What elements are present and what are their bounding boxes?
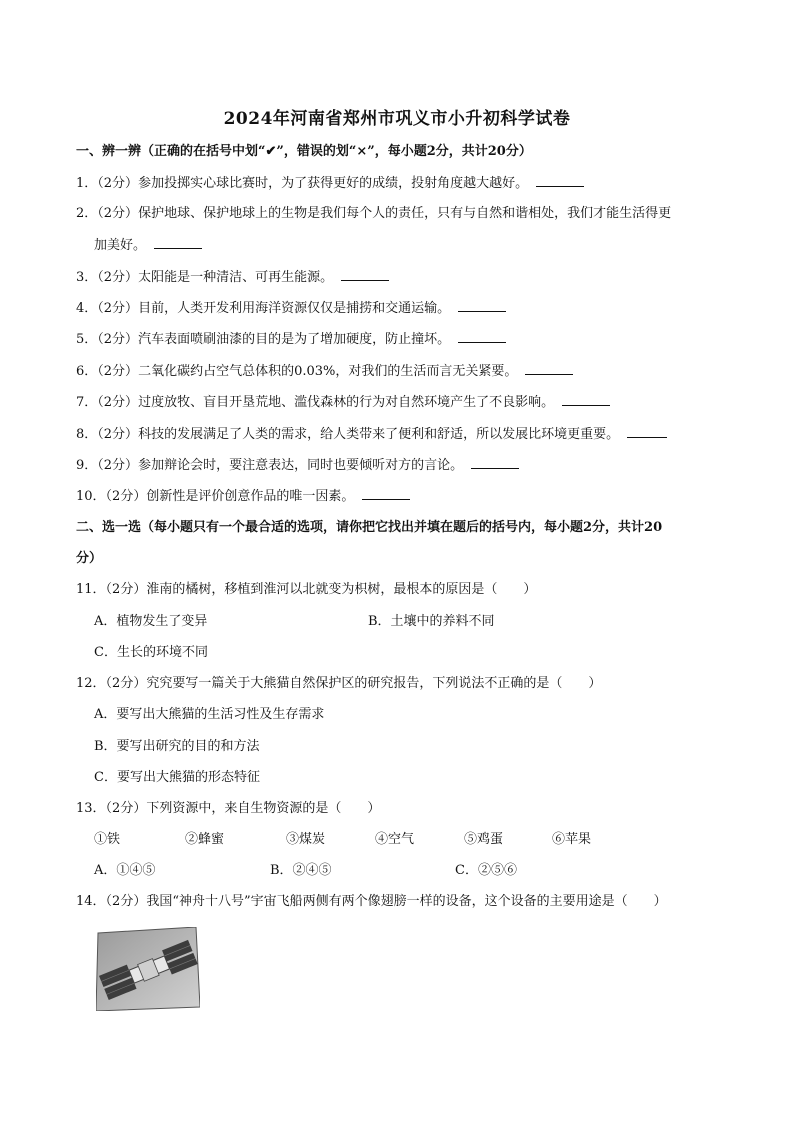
- q11-option-a[interactable]: A．植物发生了变异: [94, 614, 208, 629]
- question-11: 11．（2分）淮南的橘树，移植到淮河以北就变为枳树，最根本的原因是（ ）: [76, 582, 537, 597]
- q12-option-c[interactable]: C．要写出大熊猫的形态特征: [94, 770, 260, 785]
- question-8: 8．（2分）科技的发展满足了人类的需求，给人类带来了便利和舒适，所以发展比环境更重要。: [76, 425, 667, 444]
- spacecraft-image: [96, 927, 200, 1011]
- question-6: 6．（2分）二氧化碳约占空气总体积的0.03%，对我们的生活而言无关紧要。: [76, 362, 573, 381]
- question-9: 9．（2分）参加辩论会时，要注意表达，同时也要倾听对方的言论。: [76, 456, 519, 475]
- question-3: 3．（2分）太阳能是一种清洁、可再生能源。: [76, 268, 389, 287]
- q11-option-b[interactable]: B．土壤中的养料不同: [368, 614, 495, 629]
- question-1: 1．（2分）参加投掷实心球比赛时，为了获得更好的成绩，投射角度越大越好。: [76, 174, 584, 193]
- q13-item-5: ⑤鸡蛋: [464, 832, 504, 847]
- q13-item-2: ②蜂蜜: [185, 832, 225, 847]
- section2-header: 二、选一选（每小题只有一个最合适的选项，请你把它找出并填在题后的括号内，每小题2分，共计20: [76, 520, 663, 535]
- question-14: 14．（2分）我国“神舟十八号”宇宙飞船两侧有两个像翅膀一样的设备，这个设备的主要用途是（ ）: [76, 894, 667, 909]
- question-10: 10．（2分）创新性是评价创意作品的唯一因素。: [76, 487, 410, 506]
- q13-option-c[interactable]: C．②⑤⑥: [455, 863, 517, 878]
- question-13: 13．（2分）下列资源中，来自生物资源的是（ ）: [76, 801, 381, 816]
- question-2: 2．（2分）保护地球、保护地球上的生物是我们每个人的责任，只有与自然和谐相处，我们才能生活得更: [76, 206, 672, 221]
- answer-blank[interactable]: [362, 487, 410, 500]
- answer-blank[interactable]: [562, 393, 610, 406]
- q13-item-3: ③煤炭: [286, 832, 326, 847]
- answer-blank[interactable]: [341, 268, 389, 281]
- section2-header-cont: 分）: [76, 551, 103, 566]
- q13-item-6: ⑥苹果: [552, 832, 592, 847]
- question-2-cont: 加美好。: [94, 236, 202, 255]
- q12-option-a[interactable]: A．要写出大熊猫的生活习性及生存需求: [94, 707, 325, 722]
- answer-blank[interactable]: [458, 299, 506, 312]
- q13-option-a[interactable]: A．①④⑤: [94, 863, 156, 878]
- q12-option-b[interactable]: B．要写出研究的目的和方法: [94, 739, 260, 754]
- q13-item-1: ①铁: [94, 832, 121, 847]
- question-5: 5．（2分）汽车表面喷刷油漆的目的是为了增加硬度，防止撞坏。: [76, 330, 506, 349]
- answer-blank[interactable]: [458, 330, 506, 343]
- answer-blank[interactable]: [627, 425, 667, 438]
- question-12: 12．（2分）究究要写一篇关于大熊猫自然保护区的研究报告，下列说法不正确的是（ ）: [76, 676, 602, 691]
- q13-option-b[interactable]: B．②④⑤: [270, 863, 332, 878]
- answer-blank[interactable]: [536, 174, 584, 187]
- answer-blank[interactable]: [525, 362, 573, 375]
- question-4: 4．（2分）目前，人类开发利用海洋资源仅仅是捕捞和交通运输。: [76, 299, 506, 318]
- section1-header: 一、辨一辨（正确的在括号中划“✔”，错误的划“×”，每小题2分，共计20分）: [76, 144, 532, 159]
- answer-blank[interactable]: [471, 456, 519, 469]
- answer-blank[interactable]: [154, 236, 202, 249]
- page-title: 2024年河南省郑州市巩义市小升初科学试卷: [223, 109, 571, 129]
- q13-item-4: ④空气: [375, 832, 415, 847]
- question-7: 7．（2分）过度放牧、盲目开垦荒地、滥伐森林的行为对自然环境产生了不良影响。: [76, 393, 610, 412]
- q11-option-c[interactable]: C．生长的环境不同: [94, 645, 208, 660]
